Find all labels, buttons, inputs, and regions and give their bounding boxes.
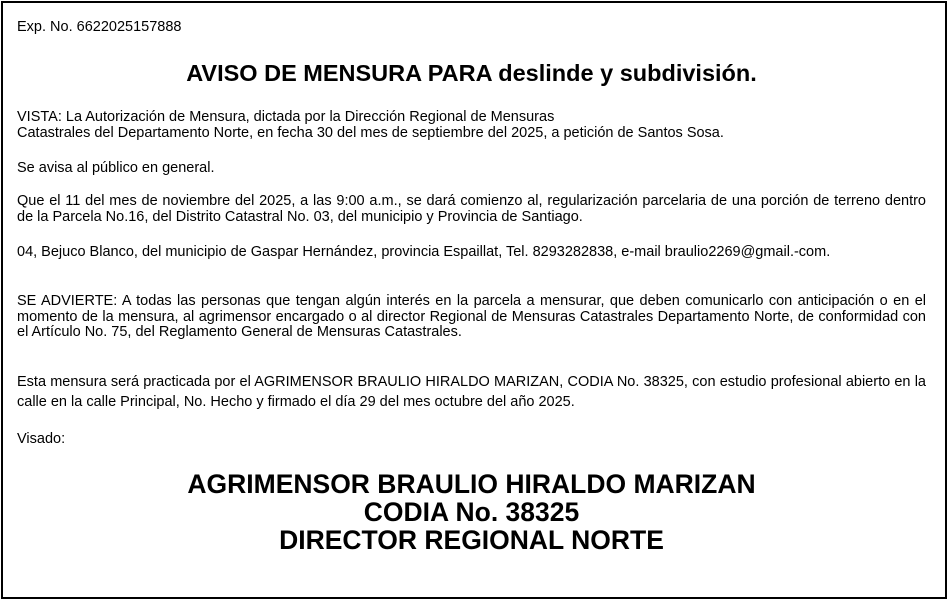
vista-line-2: Catastrales del Departamento Norte, en fecha 30 del mes de septiembre del 2025, a petición de Santos Sosa. xyxy=(17,124,724,141)
surveyor-paragraph: Esta mensura será practicada por el AGRIMENSOR BRAULIO HIRALDO MARIZAN, CODIA No. 38325, con estudio profesional abierto en la calle en la calle Principal, No. Hecho y firmado el día 29 del mes octubre del año 2025. xyxy=(17,374,926,410)
signature-role: DIRECTOR REGIONAL NORTE xyxy=(279,525,664,555)
address-contact-paragraph: 04, Bejuco Blanco, del municipio de Gaspar Hernández, provincia Espaillat, Tel. 8293282838, e-mail braulio2269@gmail.-com. xyxy=(17,244,831,260)
signature-block xyxy=(17,470,926,554)
public-notice-line: Se avisa al público en general. xyxy=(17,160,215,176)
vista-paragraph xyxy=(17,110,926,141)
notice-title: AVISO DE MENSURA PARA deslinde y subdivisión. xyxy=(186,60,757,86)
vista-line-1: VISTA: La Autorización de Mensura, dictada por la Dirección Regional de Mensuras xyxy=(17,109,555,125)
schedule-paragraph: Que el 11 del mes de noviembre del 2025, a las 9:00 a.m., se dará comienzo al, regularización parcelaria de una porción de terreno dentro de la Parcela No.16, del Distrito Catastral No. 03, del municipio y Provincia de Santiago. xyxy=(17,193,926,225)
warning-paragraph: SE ADVIERTE: A todas las personas que tengan algún interés en la parcela a mensurar, que deben comunicarlo con anticipación o en el momento de la mensura, al agrimensor encargado o al director Regional de Mensuras Catastrales Departamento Norte, de conformidad con el Artículo No. 75, del Reglamento General de Mensuras Catastrales. xyxy=(17,293,926,340)
signature-codia: CODIA No. 38325 xyxy=(363,497,580,527)
signature-name: AGRIMENSOR BRAULIO HIRALDO MARIZAN xyxy=(187,469,756,499)
expediente-number: Exp. No. 6622025157888 xyxy=(17,19,182,35)
visado-label: Visado: xyxy=(17,431,66,447)
